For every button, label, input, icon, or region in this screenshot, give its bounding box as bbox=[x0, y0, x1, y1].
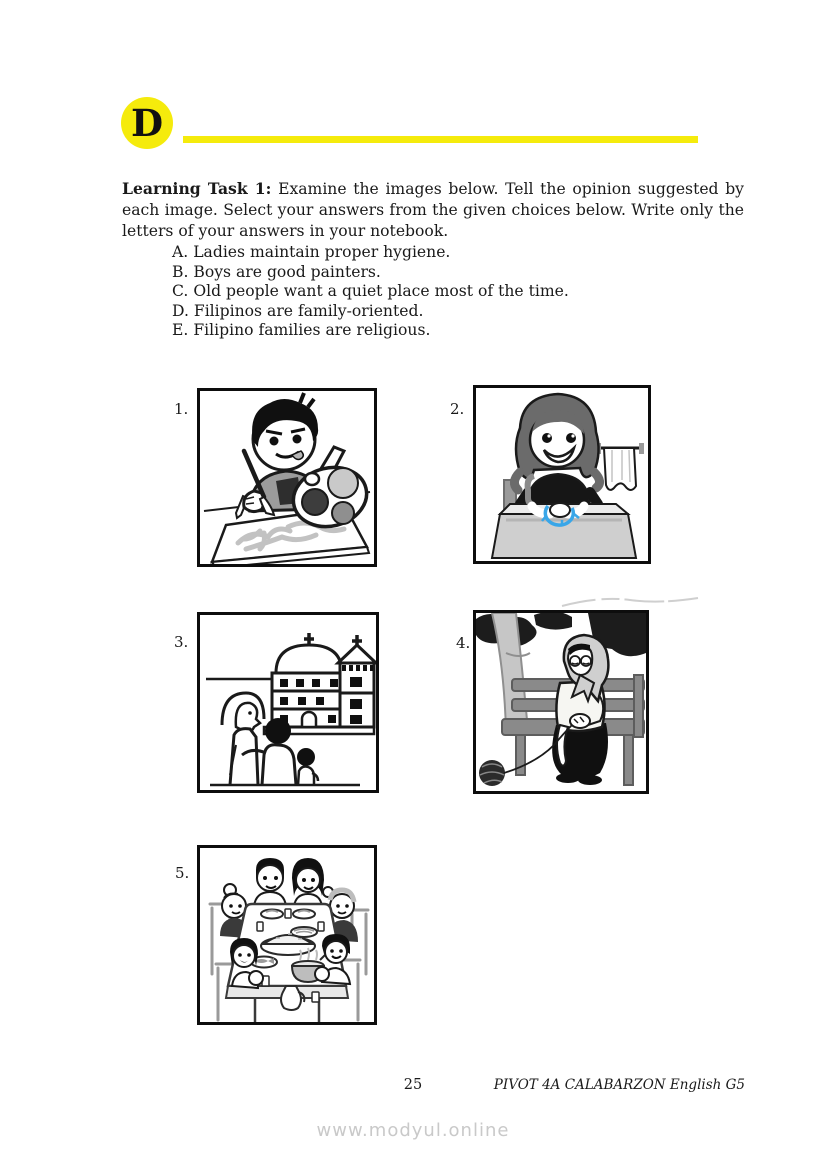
figure-3-number: 3. bbox=[174, 633, 189, 651]
choice-letter: E. bbox=[172, 321, 189, 340]
choice-item-d bbox=[172, 302, 569, 322]
figure-3-frame bbox=[197, 612, 379, 793]
choice-text: Filipino families are religious. bbox=[193, 321, 431, 340]
section-divider-line bbox=[183, 136, 698, 143]
boy-painting-illustration bbox=[200, 391, 374, 564]
figure-5-frame bbox=[197, 845, 377, 1025]
choice-item-a bbox=[172, 243, 569, 263]
figure-2-number: 2. bbox=[450, 400, 465, 418]
choice-item-c bbox=[172, 282, 569, 302]
watermark: www.modyul.online bbox=[316, 1120, 510, 1141]
choice-text: Ladies maintain proper hygiene. bbox=[193, 243, 451, 261]
figure-2-frame bbox=[473, 385, 651, 564]
section-letter: D bbox=[130, 101, 164, 145]
choice-item-e bbox=[172, 321, 569, 341]
choice-text: Boys are good painters. bbox=[193, 262, 381, 281]
figure-1-frame bbox=[197, 388, 377, 567]
choice-letter: D. bbox=[172, 301, 189, 320]
figure-4-number: 4. bbox=[456, 634, 471, 652]
family-dinner-illustration bbox=[200, 848, 374, 1022]
choice-text: Filipinos are family-oriented. bbox=[193, 301, 424, 320]
choice-letter: B. bbox=[172, 262, 189, 281]
figure-1-number: 1. bbox=[174, 400, 189, 418]
page-number: 25 bbox=[403, 1077, 423, 1093]
task-instructions bbox=[122, 178, 744, 242]
task-text: Examine the images below. Tell the opinion suggested by each image. Select your answers from the given choices below. Write only the letters of your answers in your notebook. bbox=[122, 179, 744, 240]
old-woman-bench-illustration bbox=[476, 613, 646, 791]
task-label: Learning Task 1: bbox=[122, 178, 272, 198]
choices-list bbox=[172, 243, 569, 341]
girl-washing-hands-illustration bbox=[476, 388, 648, 561]
choice-text: Old people want a quiet place most of the time. bbox=[193, 282, 569, 301]
section-letter-badge bbox=[121, 97, 173, 149]
choice-letter: C. bbox=[172, 282, 189, 301]
footer-module-title: PIVOT 4A CALABARZON English G5 bbox=[493, 1077, 745, 1093]
family-church-illustration bbox=[200, 615, 376, 790]
figure-4-frame bbox=[473, 610, 649, 794]
choice-item-b bbox=[172, 263, 569, 283]
choice-letter: A. bbox=[172, 243, 189, 261]
scan-artifact bbox=[560, 594, 700, 610]
figure-5-number: 5. bbox=[175, 864, 190, 882]
